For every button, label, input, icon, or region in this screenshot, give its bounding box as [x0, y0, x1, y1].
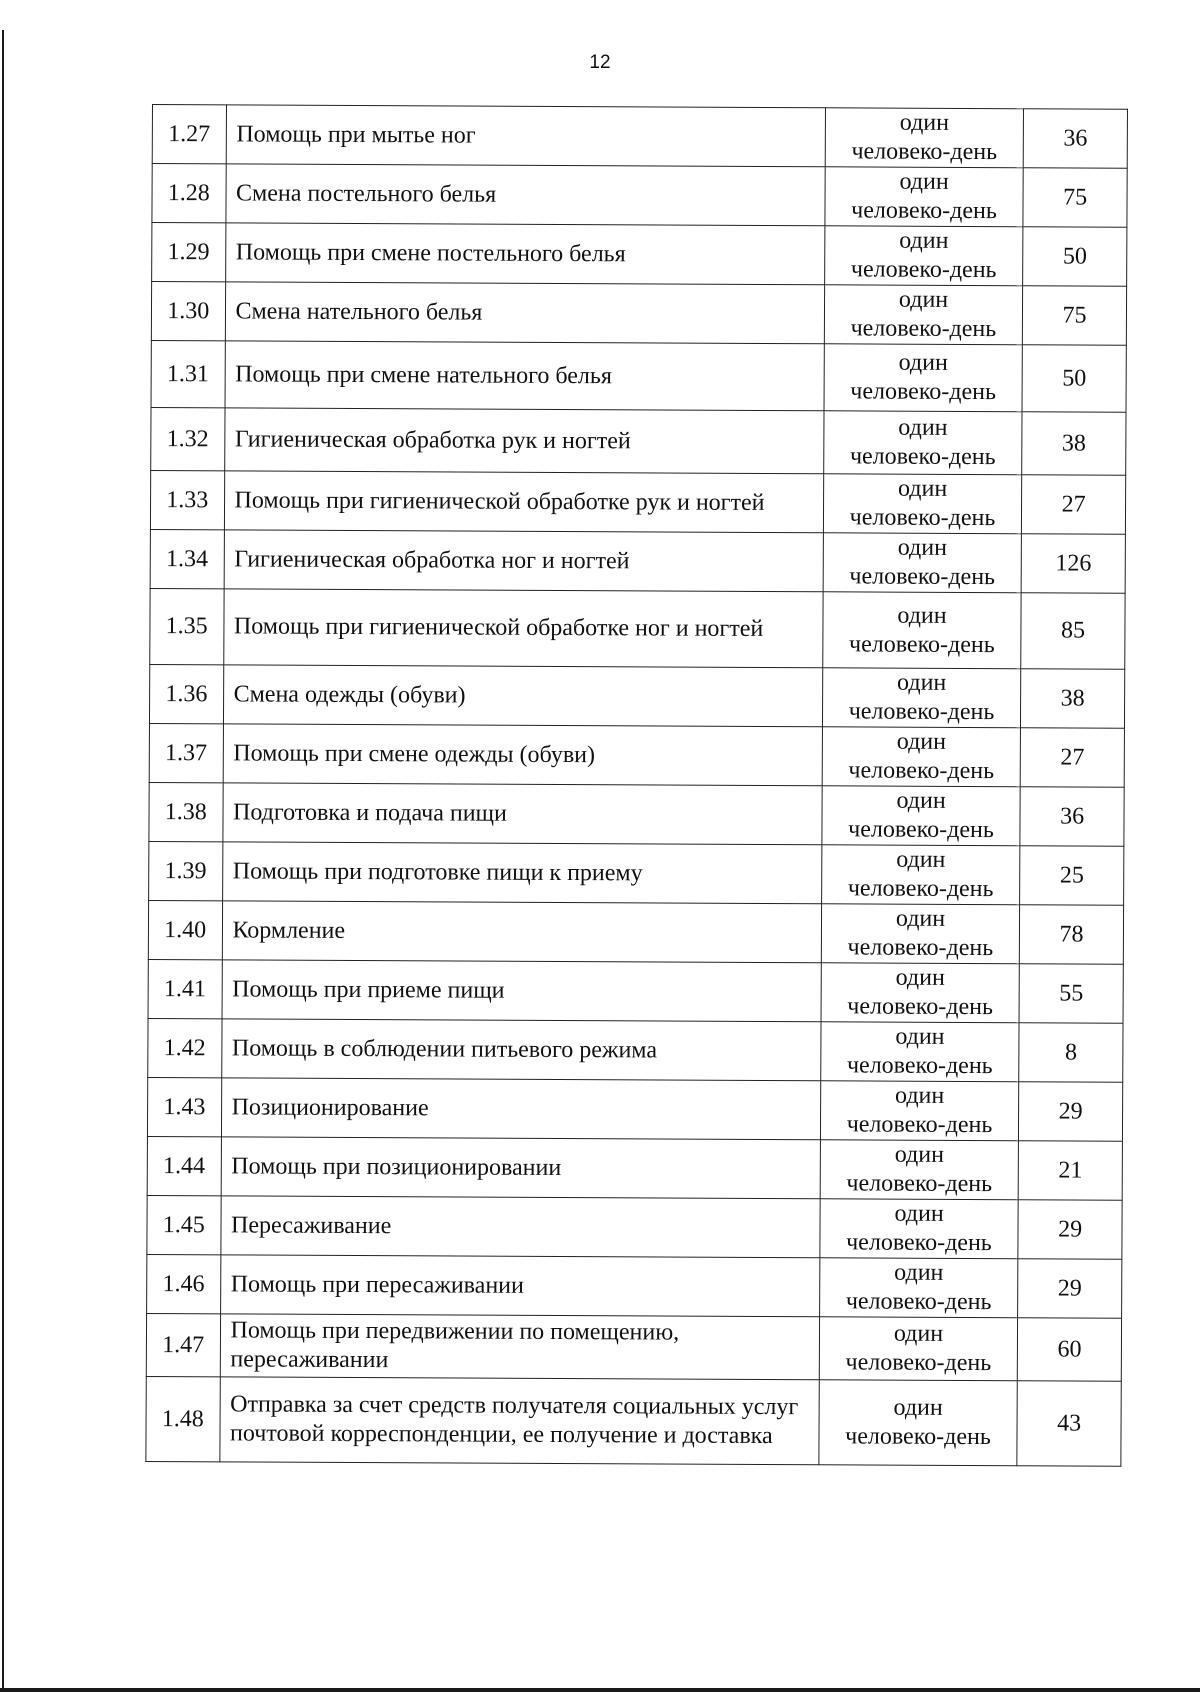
unit-cell	[824, 411, 1023, 475]
value-cell: 75	[1023, 168, 1127, 228]
unit-line-count: один	[893, 1320, 944, 1347]
row-number-cell: 1.47	[146, 1313, 220, 1376]
table-row	[148, 959, 1123, 1023]
table-row	[149, 782, 1124, 846]
unit-cell	[823, 533, 1022, 593]
scan-border-bottom	[0, 1688, 1200, 1692]
unit-line-measure: человеко-день	[845, 1349, 992, 1377]
row-number-cell: 1.46	[147, 1254, 221, 1313]
table-row	[150, 588, 1125, 669]
unit-line-measure: человеко-день	[850, 256, 997, 284]
service-name-cell: Помощь при смене постельного белья	[225, 223, 825, 285]
unit-line-count: один	[898, 286, 949, 313]
service-name-cell: Отправка за счет средств получателя социальных услуг почтовой корреспонденции, ее получение и доставка	[219, 1377, 819, 1465]
row-number-cell: 1.40	[148, 900, 222, 959]
service-name-cell: Помощь при гигиенической обработке рук и ногтей	[224, 471, 824, 533]
unit-line-measure: человеко-день	[851, 138, 998, 166]
table-row	[148, 1018, 1123, 1082]
row-number-cell: 1.34	[150, 529, 224, 588]
value-cell: 38	[1021, 669, 1125, 729]
value-cell: 50	[1022, 345, 1126, 413]
unit-line-measure: человеко-день	[850, 315, 997, 343]
unit-line-count: один	[895, 1023, 945, 1050]
unit-line-measure: человеко-день	[845, 1288, 992, 1316]
table-row	[149, 664, 1124, 728]
row-number-cell: 1.33	[150, 470, 224, 529]
value-cell: 78	[1020, 905, 1124, 965]
value-cell: 50	[1023, 227, 1127, 287]
scan-border-left	[2, 30, 4, 1692]
unit-line-measure: человеко-день	[849, 563, 996, 591]
unit-cell	[821, 1022, 1020, 1082]
unit-line-count: один	[898, 414, 948, 441]
row-number-cell: 1.32	[151, 407, 225, 470]
unit-cell	[819, 1317, 1018, 1381]
service-name-cell: Гигиеническая обработка ног и ногтей	[224, 530, 824, 592]
unit-cell	[821, 904, 1020, 964]
value-cell: 27	[1020, 728, 1124, 788]
service-name-cell: Помощь при пересаживании	[220, 1255, 820, 1317]
unit-cell	[820, 1199, 1019, 1259]
unit-line-count: один	[898, 349, 948, 376]
unit-line-measure: человеко-день	[848, 757, 995, 785]
table-row	[150, 470, 1125, 534]
table-row	[147, 1077, 1122, 1141]
service-name-cell: Помощь при подготовке пищи к приему	[222, 842, 822, 904]
row-number-cell: 1.28	[152, 164, 226, 223]
unit-line-count: один	[897, 534, 948, 561]
unit-line-measure: человеко-день	[848, 816, 994, 844]
value-cell: 43	[1017, 1381, 1121, 1467]
row-number-cell: 1.30	[151, 282, 225, 341]
services-table-body	[146, 105, 1128, 1467]
unit-cell	[821, 963, 1020, 1023]
unit-line-count: один	[897, 602, 947, 629]
unit-cell	[820, 1140, 1019, 1200]
row-number-cell: 1.41	[148, 959, 222, 1018]
table-row	[147, 1195, 1122, 1259]
value-cell: 126	[1021, 534, 1125, 594]
table-row	[152, 105, 1127, 169]
service-name-cell: Помощь при передвижении по помещению, пересаживании	[220, 1314, 820, 1380]
services-table	[145, 104, 1128, 1467]
table-row	[152, 164, 1127, 228]
service-name-cell: Помощь при гигиенической обработке ног и ногтей	[223, 589, 823, 668]
service-name-cell: Гигиеническая обработка рук и ногтей	[224, 408, 824, 474]
row-number-cell: 1.31	[151, 340, 225, 407]
service-name-cell: Позиционирование	[221, 1078, 821, 1140]
row-number-cell: 1.45	[147, 1195, 221, 1254]
row-number-cell: 1.43	[147, 1077, 221, 1136]
row-number-cell: 1.38	[149, 782, 223, 841]
row-number-cell: 1.44	[147, 1136, 221, 1195]
unit-line-count: один	[895, 964, 945, 991]
unit-cell	[824, 344, 1023, 412]
unit-line-count: один	[897, 475, 948, 502]
service-name-cell: Помощь при приеме пищи	[222, 960, 822, 1022]
value-cell: 21	[1018, 1141, 1122, 1201]
unit-cell	[819, 1258, 1018, 1318]
unit-cell	[824, 226, 1023, 286]
service-name-cell: Смена нательного белья	[225, 282, 825, 344]
row-number-cell: 1.35	[150, 588, 224, 664]
unit-line-measure: человеко-день	[851, 197, 997, 225]
service-name-cell: Пересаживание	[220, 1196, 820, 1258]
service-name-cell: Кормление	[222, 901, 822, 963]
row-number-cell: 1.27	[152, 105, 226, 164]
unit-cell	[821, 845, 1020, 905]
unit-line-measure: человеко-день	[847, 993, 994, 1021]
service-name-cell: Смена постельного белья	[225, 164, 825, 226]
unit-line-count: один	[899, 168, 949, 195]
unit-line-measure: человеко-день	[848, 698, 995, 726]
value-cell: 85	[1021, 593, 1125, 670]
table-row	[152, 223, 1127, 287]
row-number-cell: 1.42	[148, 1018, 222, 1077]
unit-line-measure: человеко-день	[849, 443, 996, 471]
service-name-cell: Помощь при мытье ног	[226, 105, 826, 167]
unit-cell	[823, 474, 1022, 534]
unit-cell	[823, 592, 1022, 669]
table-row	[149, 723, 1124, 787]
unit-line-measure: человеко-день	[847, 934, 994, 962]
unit-line-count: один	[899, 227, 949, 254]
unit-line-count: один	[896, 846, 946, 873]
unit-line-measure: человеко-день	[846, 1229, 992, 1257]
row-number-cell: 1.29	[152, 223, 226, 282]
table-row	[151, 407, 1126, 475]
value-cell: 38	[1022, 412, 1126, 476]
unit-line-count: один	[894, 1259, 944, 1286]
value-cell: 36	[1023, 109, 1127, 169]
unit-cell	[822, 786, 1021, 846]
value-cell: 36	[1020, 787, 1124, 847]
table-row	[146, 1313, 1121, 1381]
service-name-cell: Подготовка и подача пищи	[222, 783, 822, 845]
unit-line-measure: человеко-день	[846, 1170, 993, 1198]
unit-line-measure: человеко-день	[846, 1052, 993, 1080]
unit-line-count: один	[895, 905, 946, 932]
service-name-cell: Помощь при смене нательного белья	[225, 341, 825, 411]
value-cell: 29	[1018, 1259, 1122, 1319]
unit-line-measure: человеко-день	[849, 504, 996, 532]
value-cell: 75	[1023, 286, 1127, 346]
service-name-cell: Помощь при позиционировании	[221, 1137, 821, 1199]
unit-cell	[824, 285, 1023, 345]
unit-line-count: один	[896, 728, 947, 755]
value-cell: 55	[1019, 964, 1123, 1024]
value-cell: 29	[1018, 1200, 1122, 1260]
row-number-cell: 1.36	[149, 664, 223, 723]
unit-line-measure: человеко-день	[850, 378, 997, 406]
table-row	[149, 841, 1124, 905]
row-number-cell: 1.37	[149, 723, 223, 782]
table-row	[146, 1376, 1121, 1466]
value-cell: 60	[1018, 1318, 1122, 1382]
unit-line-measure: человеко-день	[849, 630, 995, 658]
unit-line-count: один	[895, 1082, 945, 1109]
unit-cell	[820, 1081, 1019, 1141]
page-number: 12	[589, 52, 611, 73]
unit-cell	[825, 108, 1024, 168]
table-row	[147, 1254, 1122, 1318]
unit-line-count: один	[894, 1200, 944, 1227]
unit-cell	[822, 668, 1021, 728]
unit-line-measure: человеко-день	[845, 1423, 991, 1451]
table-row	[147, 1136, 1122, 1200]
table-row	[151, 282, 1126, 346]
value-cell: 25	[1020, 846, 1124, 906]
unit-line-count: один	[897, 669, 947, 696]
value-cell: 27	[1022, 475, 1126, 535]
unit-cell	[822, 727, 1021, 787]
value-cell: 29	[1019, 1082, 1123, 1142]
service-name-cell: Помощь при смене одежды (обуви)	[223, 724, 823, 786]
table-row	[151, 340, 1126, 412]
table-row	[150, 529, 1125, 593]
row-number-cell: 1.48	[146, 1376, 220, 1461]
unit-line-count: один	[894, 1141, 945, 1168]
unit-cell	[825, 167, 1024, 227]
value-cell: 8	[1019, 1023, 1123, 1083]
unit-line-count: один	[896, 787, 946, 814]
service-name-cell: Помощь в соблюдении питьевого режима	[221, 1019, 821, 1081]
row-number-cell: 1.39	[149, 841, 223, 900]
table-row	[148, 900, 1123, 964]
unit-line-count: один	[899, 109, 950, 136]
unit-line-measure: человеко-день	[846, 1111, 993, 1139]
unit-cell	[819, 1380, 1018, 1466]
service-name-cell: Смена одежды (обуви)	[223, 665, 823, 727]
unit-line-count: один	[893, 1394, 943, 1421]
unit-line-measure: человеко-день	[847, 875, 994, 903]
